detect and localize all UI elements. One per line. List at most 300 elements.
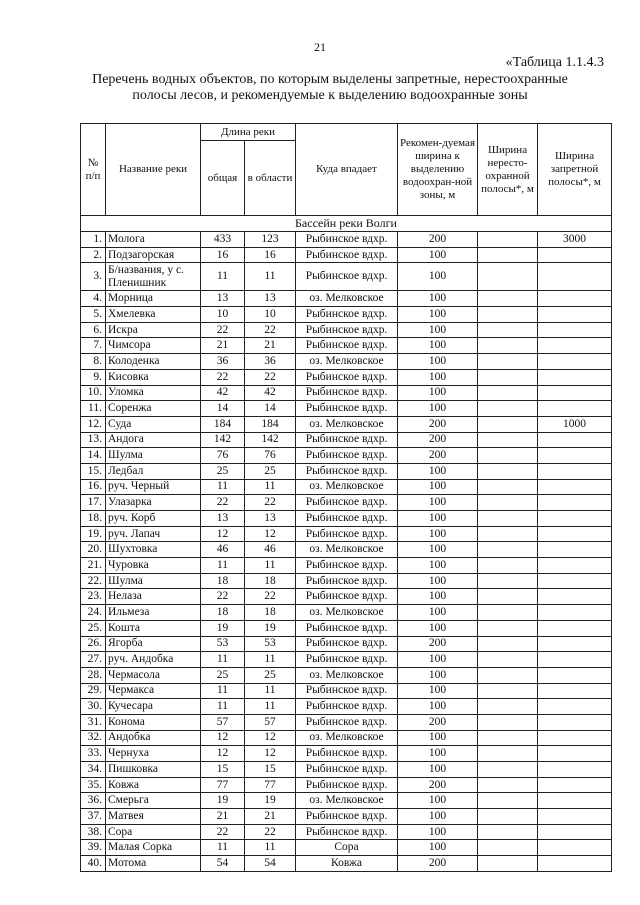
cell-number: 29. [81,683,106,699]
cell-spawning [478,699,538,715]
cell-length-region: 11 [245,699,296,715]
cell-water-zone: 200 [398,432,478,448]
cell-number: 27. [81,652,106,668]
cell-spawning [478,714,538,730]
table-row [81,526,612,542]
cell-protective [538,840,612,856]
cell-length-total: 53 [201,636,245,652]
cell-river-name: Андога [106,432,201,448]
cell-protective [538,636,612,652]
cell-protective: 3000 [538,232,612,248]
cell-length-region: 11 [245,479,296,495]
cell-water-zone: 100 [398,824,478,840]
table-row [81,495,612,511]
cell-length-region: 22 [245,369,296,385]
cell-river-name: Чермасола [106,667,201,683]
table-row [81,589,612,605]
cell-flows-into: Рыбинское вдхр. [296,432,398,448]
cell-water-zone: 100 [398,589,478,605]
table-row [81,809,612,825]
cell-water-zone: 100 [398,479,478,495]
cell-river-name: Андобка [106,730,201,746]
cell-water-zone: 100 [398,542,478,558]
cell-number: 14. [81,448,106,464]
cell-length-region: 142 [245,432,296,448]
cell-water-zone: 100 [398,495,478,511]
cell-spawning [478,263,538,291]
cell-number: 6. [81,322,106,338]
cell-flows-into: Рыбинское вдхр. [296,824,398,840]
table-row [81,307,612,323]
cell-length-region: 11 [245,683,296,699]
cell-flows-into: Рыбинское вдхр. [296,247,398,263]
cell-length-region: 19 [245,793,296,809]
cell-number: 15. [81,463,106,479]
cell-length-total: 12 [201,746,245,762]
cell-protective [538,338,612,354]
table-row [81,840,612,856]
cell-length-region: 36 [245,354,296,370]
table-row [81,432,612,448]
cell-spawning [478,573,538,589]
cell-flows-into: оз. Мелковское [296,730,398,746]
cell-spawning [478,526,538,542]
cell-length-total: 76 [201,448,245,464]
cell-protective [538,809,612,825]
cell-protective [538,699,612,715]
cell-water-zone: 100 [398,401,478,417]
cell-protective [538,573,612,589]
cell-river-name: Чернуха [106,746,201,762]
cell-water-zone: 100 [398,354,478,370]
cell-spawning [478,824,538,840]
cell-protective [538,714,612,730]
cell-number: 18. [81,511,106,527]
cell-protective [538,354,612,370]
cell-length-total: 25 [201,463,245,479]
cell-river-name: Искра [106,322,201,338]
cell-length-region: 13 [245,291,296,307]
cell-flows-into: Рыбинское вдхр. [296,652,398,668]
cell-water-zone: 100 [398,730,478,746]
cell-spawning [478,762,538,778]
cell-length-total: 12 [201,526,245,542]
cell-number: 17. [81,495,106,511]
cell-flows-into: Рыбинское вдхр. [296,307,398,323]
cell-river-name: Кучесара [106,699,201,715]
cell-flows-into: Рыбинское вдхр. [296,589,398,605]
cell-length-total: 12 [201,730,245,746]
cell-flows-into: оз. Мелковское [296,291,398,307]
cell-water-zone: 100 [398,526,478,542]
cell-spawning [478,511,538,527]
cell-river-name: Ягорба [106,636,201,652]
cell-length-region: 14 [245,401,296,417]
cell-flows-into: Рыбинское вдхр. [296,558,398,574]
cell-water-zone: 100 [398,809,478,825]
cell-number: 10. [81,385,106,401]
cell-number: 13. [81,432,106,448]
cell-river-name: Молога [106,232,201,248]
cell-number: 28. [81,667,106,683]
cell-water-zone: 100 [398,605,478,621]
cell-water-zone: 100 [398,573,478,589]
cell-number: 20. [81,542,106,558]
cell-length-region: 184 [245,416,296,432]
cell-river-name: Б/названия, у с. Пленишник [106,263,201,291]
cell-number: 34. [81,762,106,778]
cell-length-total: 42 [201,385,245,401]
cell-flows-into: Рыбинское вдхр. [296,401,398,417]
table-row [81,856,612,872]
cell-protective [538,824,612,840]
cell-water-zone: 200 [398,777,478,793]
cell-length-region: 54 [245,856,296,872]
cell-length-region: 13 [245,511,296,527]
cell-spawning [478,369,538,385]
cell-number: 25. [81,620,106,636]
cell-number: 33. [81,746,106,762]
cell-flows-into: Рыбинское вдхр. [296,322,398,338]
cell-water-zone: 100 [398,369,478,385]
cell-length-region: 15 [245,762,296,778]
cell-length-region: 76 [245,448,296,464]
cell-length-total: 18 [201,605,245,621]
cell-protective [538,667,612,683]
cell-flows-into: Рыбинское вдхр. [296,448,398,464]
cell-river-name: Колоденка [106,354,201,370]
cell-spawning [478,589,538,605]
cell-length-total: 16 [201,247,245,263]
cell-flows-into: Рыбинское вдхр. [296,777,398,793]
cell-number: 26. [81,636,106,652]
cell-length-region: 77 [245,777,296,793]
cell-river-name: Нелаза [106,589,201,605]
cell-water-zone: 100 [398,558,478,574]
cell-water-zone: 100 [398,463,478,479]
cell-length-total: 21 [201,338,245,354]
cell-water-zone: 100 [398,247,478,263]
cell-protective [538,683,612,699]
cell-length-total: 11 [201,558,245,574]
cell-flows-into: Рыбинское вдхр. [296,714,398,730]
cell-number: 22. [81,573,106,589]
cell-river-name: руч. Лапач [106,526,201,542]
cell-river-name: Кисовка [106,369,201,385]
cell-length-total: 22 [201,589,245,605]
cell-spawning [478,479,538,495]
table-row [81,232,612,248]
cell-protective [538,291,612,307]
cell-length-total: 22 [201,369,245,385]
cell-water-zone: 100 [398,746,478,762]
cell-length-region: 123 [245,232,296,248]
cell-water-zone: 200 [398,714,478,730]
cell-river-name: Чуровка [106,558,201,574]
cell-water-zone: 200 [398,448,478,464]
cell-water-zone: 100 [398,291,478,307]
cell-protective [538,620,612,636]
table-row [81,354,612,370]
cell-protective [538,746,612,762]
cell-length-region: 12 [245,746,296,762]
cell-length-region: 19 [245,620,296,636]
table-row [81,247,612,263]
table-row [81,448,612,464]
cell-river-name: Мотома [106,856,201,872]
cell-water-zone: 200 [398,416,478,432]
cell-length-total: 22 [201,322,245,338]
cell-water-zone: 100 [398,263,478,291]
cell-number: 35. [81,777,106,793]
cell-river-name: Шулма [106,573,201,589]
cell-protective [538,777,612,793]
cell-length-total: 11 [201,263,245,291]
cell-spawning [478,338,538,354]
cell-length-region: 21 [245,338,296,354]
cell-number: 39. [81,840,106,856]
cell-protective [538,558,612,574]
cell-flows-into: Рыбинское вдхр. [296,762,398,778]
cell-length-region: 53 [245,636,296,652]
cell-water-zone: 100 [398,385,478,401]
cell-length-region: 10 [245,307,296,323]
table-row [81,369,612,385]
cell-length-region: 22 [245,589,296,605]
cell-water-zone: 200 [398,232,478,248]
cell-spawning [478,247,538,263]
cell-protective [538,589,612,605]
cell-protective [538,511,612,527]
table-row [81,746,612,762]
cell-water-zone: 100 [398,620,478,636]
cell-spawning [478,777,538,793]
cell-number: 1. [81,232,106,248]
cell-number: 32. [81,730,106,746]
cell-water-zone: 100 [398,652,478,668]
cell-number: 8. [81,354,106,370]
cell-spawning [478,463,538,479]
cell-protective [538,762,612,778]
cell-length-region: 25 [245,463,296,479]
table-row [81,291,612,307]
cell-protective [538,652,612,668]
cell-number: 5. [81,307,106,323]
cell-length-region: 21 [245,809,296,825]
cell-length-total: 36 [201,354,245,370]
cell-flows-into: Сора [296,840,398,856]
cell-length-total: 22 [201,495,245,511]
cell-length-total: 11 [201,652,245,668]
header-river-name: Название реки [106,124,201,216]
cell-flows-into: Рыбинское вдхр. [296,683,398,699]
table-row [81,667,612,683]
cell-river-name: Соренжа [106,401,201,417]
cell-spawning [478,730,538,746]
cell-river-name: Кошта [106,620,201,636]
cell-river-name: руч. Корб [106,511,201,527]
cell-length-region: 57 [245,714,296,730]
page-number: 21 [314,40,326,54]
cell-protective [538,495,612,511]
cell-river-name: руч. Черный [106,479,201,495]
section-heading: Бассейн реки Волги [81,216,612,232]
cell-river-name: Шулма [106,448,201,464]
cell-water-zone: 100 [398,511,478,527]
cell-river-name: Уломка [106,385,201,401]
cell-length-total: 11 [201,699,245,715]
cell-flows-into: Рыбинское вдхр. [296,338,398,354]
cell-flows-into: Рыбинское вдхр. [296,746,398,762]
cell-river-name: Малая Сорка [106,840,201,856]
table-row [81,416,612,432]
table-row [81,730,612,746]
table-row [81,479,612,495]
cell-water-zone: 100 [398,840,478,856]
cell-number: 3. [81,263,106,291]
table-row [81,573,612,589]
cell-water-zone: 100 [398,699,478,715]
cell-river-name: Конома [106,714,201,730]
header-spawning-strip: Ширина нересто-охранной полосы*, м [478,124,538,216]
cell-flows-into: оз. Мелковское [296,354,398,370]
cell-number: 4. [81,291,106,307]
cell-spawning [478,683,538,699]
cell-flows-into: Рыбинское вдхр. [296,385,398,401]
table-row [81,605,612,621]
table-row [81,558,612,574]
table-row [81,511,612,527]
cell-flows-into: Рыбинское вдхр. [296,620,398,636]
cell-river-name: Матвея [106,809,201,825]
cell-length-region: 11 [245,652,296,668]
cell-spawning [478,542,538,558]
cell-flows-into: оз. Мелковское [296,667,398,683]
cell-spawning [478,432,538,448]
table-row [81,385,612,401]
cell-spawning [478,448,538,464]
table-row [81,793,612,809]
table-row [81,683,612,699]
cell-spawning [478,416,538,432]
table-row [81,714,612,730]
header-length-region: в области [245,141,296,216]
cell-river-name: Чимсора [106,338,201,354]
cell-spawning [478,354,538,370]
cell-length-total: 21 [201,809,245,825]
cell-protective [538,369,612,385]
header-length-group: Длина реки [201,124,296,141]
cell-river-name: Ледбал [106,463,201,479]
cell-water-zone: 100 [398,322,478,338]
cell-length-total: 11 [201,479,245,495]
cell-flows-into: Ковжа [296,856,398,872]
header-flows-into: Куда впадает [296,124,398,216]
cell-protective [538,463,612,479]
cell-river-name: Ильмеза [106,605,201,621]
cell-water-zone: 200 [398,856,478,872]
cell-spawning [478,232,538,248]
cell-protective: 1000 [538,416,612,432]
cell-number: 23. [81,589,106,605]
cell-spawning [478,495,538,511]
cell-flows-into: Рыбинское вдхр. [296,463,398,479]
cell-number: 40. [81,856,106,872]
table-row [81,338,612,354]
cell-length-region: 12 [245,730,296,746]
cell-spawning [478,667,538,683]
cell-length-total: 184 [201,416,245,432]
document-title: Перечень водных объектов, по которым выделены запретные, нерестоохранные полосы лесов, и рекомендуемые к выделению водоохранные зоны [92,72,568,103]
cell-length-total: 77 [201,777,245,793]
cell-protective [538,793,612,809]
cell-number: 19. [81,526,106,542]
cell-river-name: Суда [106,416,201,432]
table-row [81,762,612,778]
cell-spawning [478,809,538,825]
cell-protective [538,263,612,291]
cell-length-total: 57 [201,714,245,730]
cell-protective [538,322,612,338]
cell-length-total: 15 [201,762,245,778]
cell-flows-into: Рыбинское вдхр. [296,232,398,248]
cell-protective [538,401,612,417]
cell-flows-into: Рыбинское вдхр. [296,369,398,385]
table-reference: «Таблица 1.1.4.3 [505,55,604,70]
cell-spawning [478,856,538,872]
cell-protective [538,856,612,872]
cell-number: 12. [81,416,106,432]
cell-length-total: 25 [201,667,245,683]
cell-river-name: Шухтовка [106,542,201,558]
cell-length-total: 11 [201,840,245,856]
cell-length-region: 18 [245,573,296,589]
cell-flows-into: Рыбинское вдхр. [296,526,398,542]
cell-flows-into: оз. Мелковское [296,479,398,495]
cell-water-zone: 100 [398,307,478,323]
cell-spawning [478,746,538,762]
rivers-table [80,123,612,872]
cell-length-region: 11 [245,263,296,291]
cell-length-total: 13 [201,291,245,307]
cell-number: 16. [81,479,106,495]
cell-length-region: 11 [245,558,296,574]
cell-protective [538,605,612,621]
cell-length-region: 11 [245,840,296,856]
cell-spawning [478,401,538,417]
cell-spawning [478,605,538,621]
cell-flows-into: Рыбинское вдхр. [296,495,398,511]
cell-river-name: Сора [106,824,201,840]
cell-protective [538,432,612,448]
cell-protective [538,247,612,263]
cell-spawning [478,620,538,636]
cell-river-name: Подзагорская [106,247,201,263]
cell-flows-into: Рыбинское вдхр. [296,636,398,652]
cell-river-name: Пишковка [106,762,201,778]
cell-water-zone: 100 [398,338,478,354]
header-length-total: общая [201,141,245,216]
cell-number: 9. [81,369,106,385]
cell-spawning [478,840,538,856]
cell-length-region: 18 [245,605,296,621]
cell-length-region: 25 [245,667,296,683]
table-row [81,824,612,840]
cell-water-zone: 100 [398,793,478,809]
cell-protective [538,385,612,401]
cell-spawning [478,322,538,338]
table-row [81,401,612,417]
